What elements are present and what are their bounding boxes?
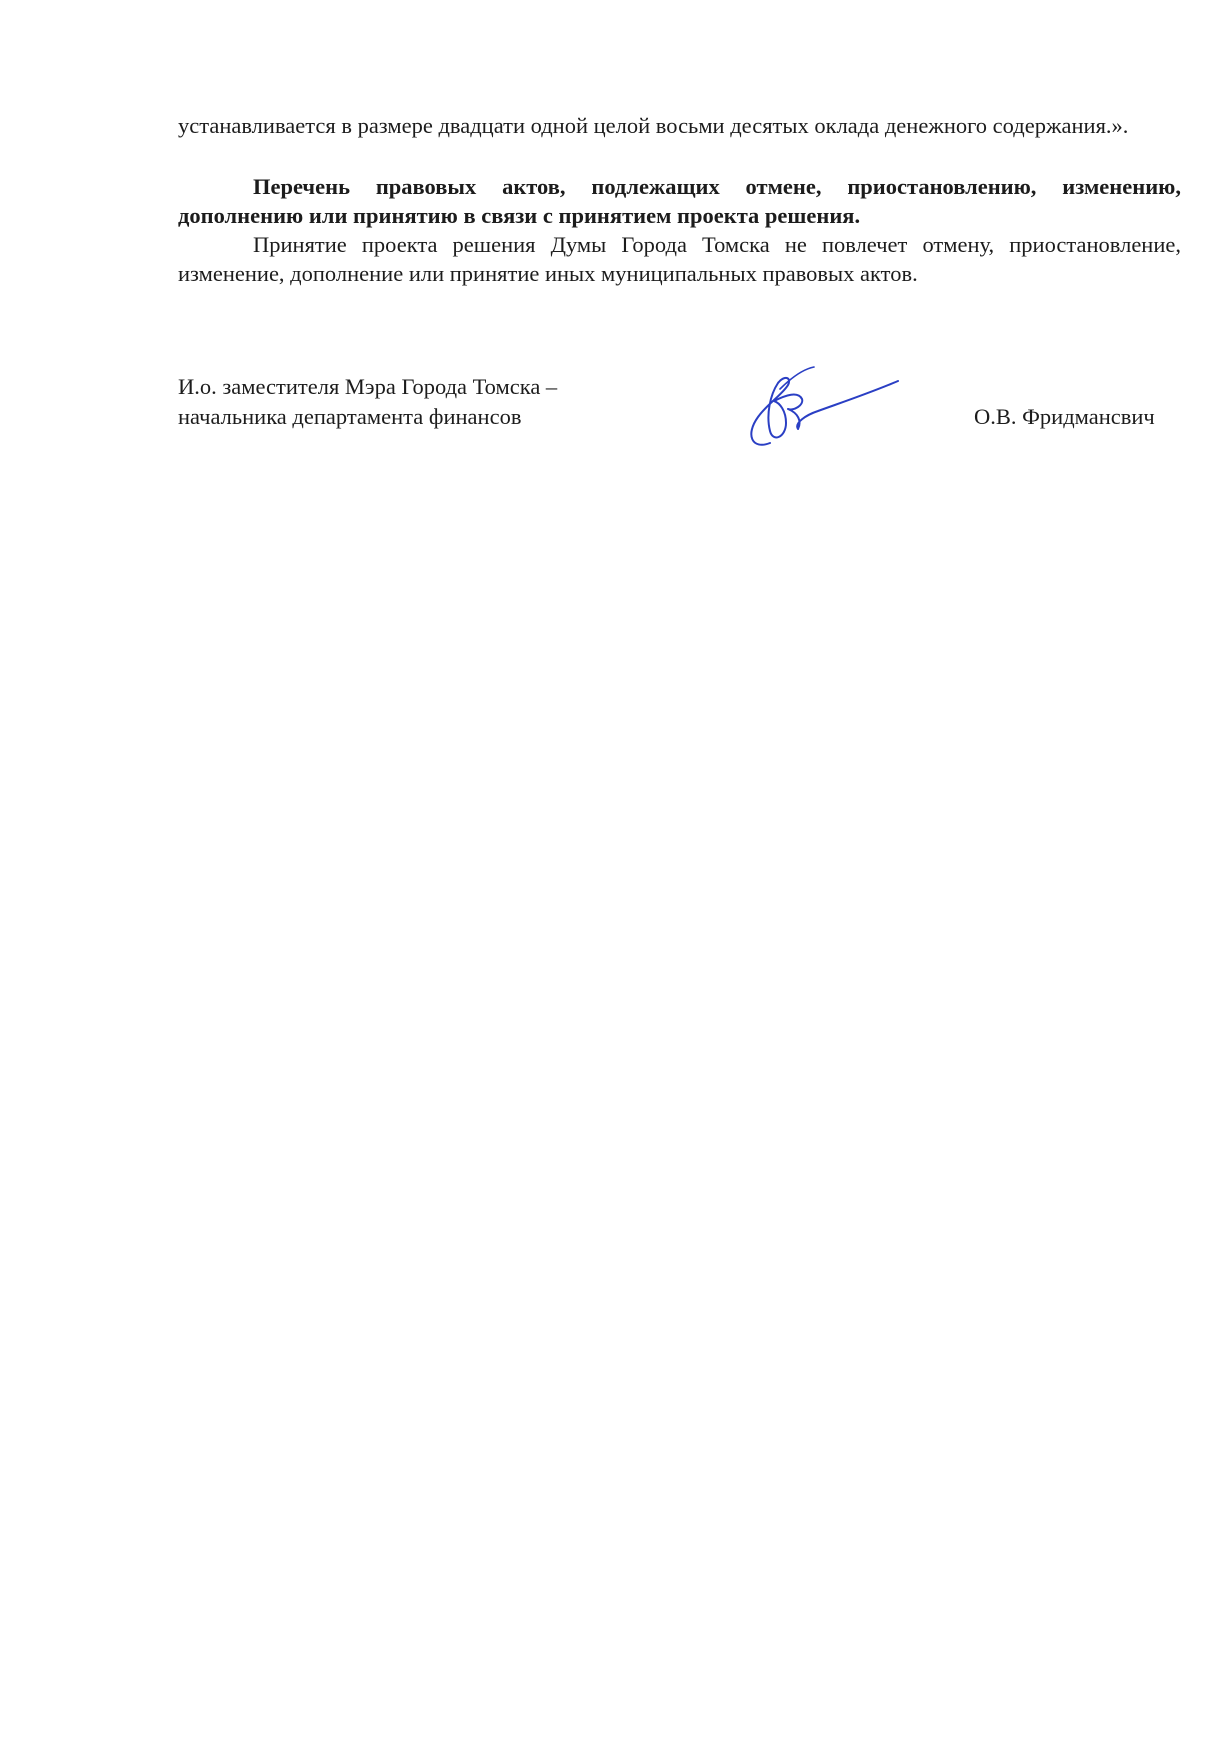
signatory-position: [178, 372, 557, 432]
signatory-position-line-2: начальника департамента финансов: [178, 404, 522, 429]
section-paragraph: Принятие проекта решения Думы Города Томска не повлечет отмену, приостановление, изменение, дополнение или принятие иных муниципальных правовых актов.: [178, 232, 1181, 286]
handwritten-signature-icon: [740, 365, 910, 455]
section-heading: Перечень правовых актов, подлежащих отмене, приостановлению, изменению, дополнению или принятию в связи с принятием проекта решения.: [178, 174, 1181, 228]
signatory-position-line-1: И.о. заместителя Мэра Города Томска –: [178, 374, 558, 399]
closing-paragraph: устанавливается в размере двадцати одной целой восьми десятых оклада денежного содержания.».: [178, 113, 1129, 138]
signatory-name: О.В. Фридмансвич: [974, 404, 1155, 429]
